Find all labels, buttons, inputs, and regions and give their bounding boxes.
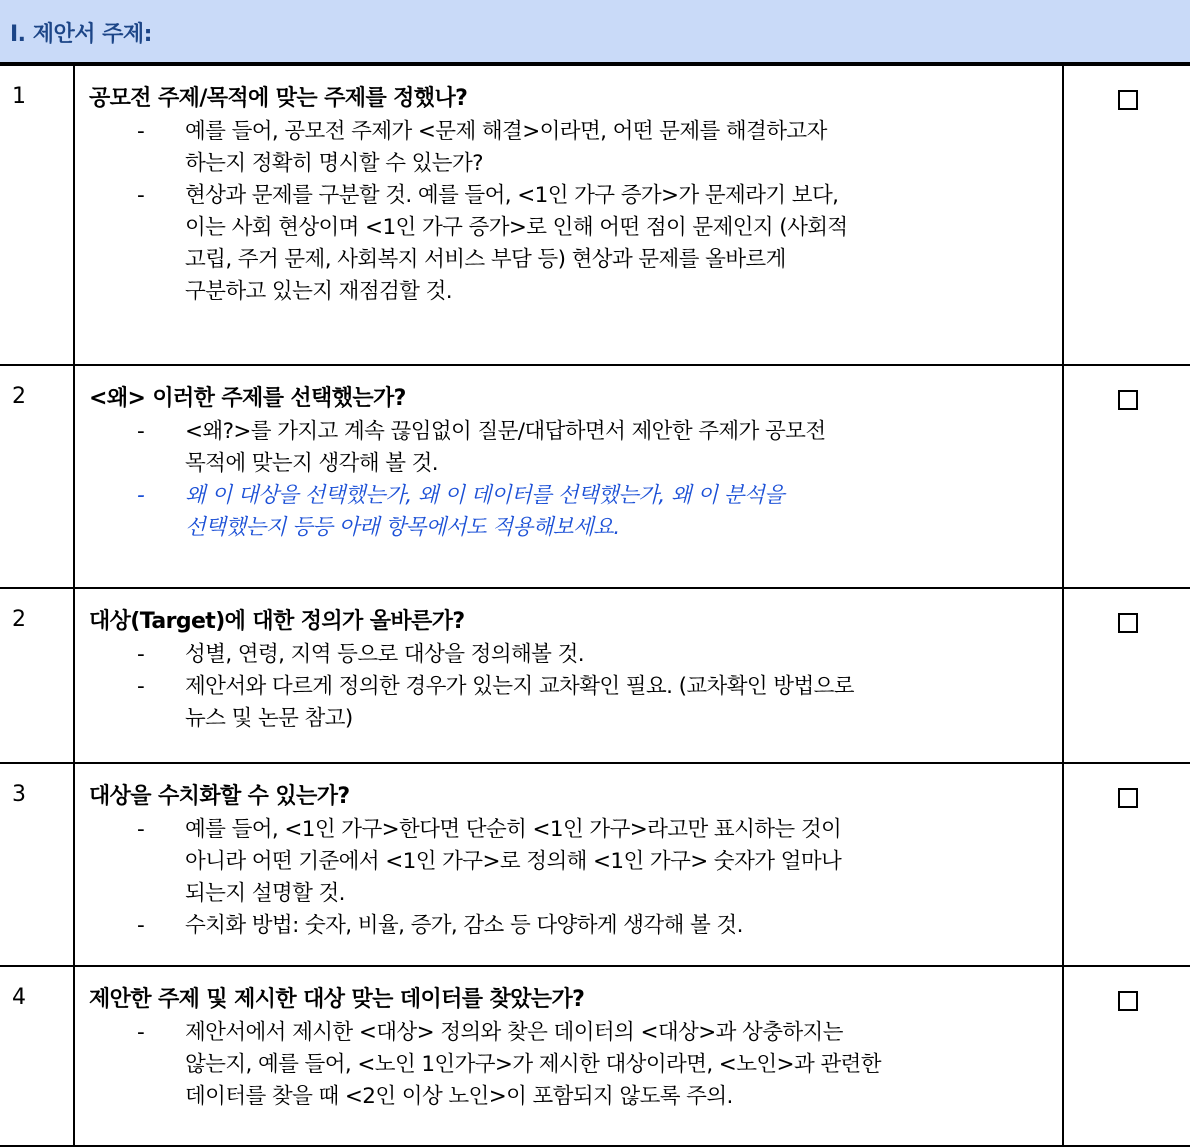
bullet-dash: - — [137, 642, 145, 667]
bullet-text: 현상과 문제를 구분할 것. 예를 들어, <1인 가구 증가>가 문제라기 보다, — [185, 183, 839, 208]
checkbox[interactable] — [1118, 613, 1138, 633]
bullet-line — [89, 846, 1052, 878]
checkbox[interactable] — [1118, 390, 1138, 410]
bullet-text: 되는지 설명할 것. — [185, 881, 345, 906]
section-title: I. 제안서 주제: — [10, 22, 152, 47]
checklist-row — [0, 763, 1190, 966]
bullet-line — [89, 480, 1052, 512]
bullet-text: 수치화 방법: 숫자, 비율, 증가, 감소 등 다양하게 생각해 볼 것. — [185, 913, 743, 938]
bullet-line — [89, 148, 1052, 180]
row-number: 1 — [0, 65, 74, 365]
checklist-table — [0, 64, 1190, 1147]
bullet-text: 구분하고 있는지 재점검할 것. — [185, 279, 452, 304]
bullet-text: 아니라 어떤 기준에서 <1인 가구>로 정의해 <1인 가구> 숫자가 얼마나 — [185, 849, 842, 874]
bullet-dash: - — [137, 817, 145, 842]
bullet-line — [89, 1049, 1052, 1081]
bullet-dash: - — [137, 419, 145, 444]
bullet-line — [89, 671, 1052, 703]
bullet-list — [89, 814, 1052, 942]
bullet-list — [89, 416, 1052, 544]
row-content — [74, 588, 1063, 763]
bullet-dash: - — [137, 913, 145, 938]
bullet-list — [89, 639, 1052, 735]
item-title: 공모전 주제/목적에 맞는 주제를 정했나? — [89, 86, 468, 111]
row-number: 4 — [0, 966, 74, 1146]
item-title: 대상(Target)에 대한 정의가 올바른가? — [89, 609, 465, 634]
row-content — [74, 763, 1063, 966]
bullet-line — [89, 814, 1052, 846]
bullet-text: 예를 들어, 공모전 주제가 <문제 해결>이라면, 어떤 문제를 해결하고자 — [185, 119, 827, 144]
checkbox[interactable] — [1118, 991, 1138, 1011]
bullet-text: 고립, 주거 문제, 사회복지 서비스 부담 등) 현상과 문제를 올바르게 — [185, 247, 786, 272]
bullet-text: 목적에 맞는지 생각해 볼 것. — [185, 451, 439, 476]
row-content — [74, 966, 1063, 1146]
row-number: 2 — [0, 588, 74, 763]
bullet-list — [89, 116, 1052, 308]
bullet-text: <왜?>를 가지고 계속 끊임없이 질문/대답하면서 제안한 주제가 공모전 — [185, 419, 826, 444]
bullet-line — [89, 448, 1052, 480]
checklist-row — [0, 365, 1190, 588]
bullet-line — [89, 512, 1052, 544]
checklist-row — [0, 65, 1190, 365]
item-title: 제안한 주제 및 제시한 대상 맞는 데이터를 찾았는가? — [89, 987, 585, 1012]
row-number: 2 — [0, 365, 74, 588]
bullet-dash: - — [137, 483, 145, 508]
row-content — [74, 65, 1063, 365]
bullet-line — [89, 1017, 1052, 1049]
checklist-rows — [0, 65, 1190, 1146]
bullet-text: 제안서에서 제시한 <대상> 정의와 찾은 데이터의 <대상>과 상충하지는 — [185, 1020, 843, 1045]
bullet-text: 성별, 연령, 지역 등으로 대상을 정의해볼 것. — [185, 642, 584, 667]
check-cell — [1063, 65, 1190, 365]
bullet-text: 하는지 정확히 명시할 수 있는가? — [185, 151, 483, 176]
row-number: 3 — [0, 763, 74, 966]
section-header — [0, 0, 1190, 64]
bullet-line — [89, 639, 1052, 671]
bullet-dash: - — [137, 119, 145, 144]
check-cell — [1063, 365, 1190, 588]
checklist-row — [0, 588, 1190, 763]
bullet-line — [89, 1081, 1052, 1113]
check-cell — [1063, 763, 1190, 966]
bullet-text: 데이터를 찾을 때 <2인 이상 노인>이 포함되지 않도록 주의. — [185, 1084, 733, 1109]
bullet-line — [89, 116, 1052, 148]
bullet-line — [89, 416, 1052, 448]
bullet-text: 않는지, 예를 들어, <노인 1인가구>가 제시한 대상이라면, <노인>과 관련한 — [185, 1052, 881, 1077]
bullet-text: 뉴스 및 논문 참고) — [185, 706, 353, 731]
checkbox[interactable] — [1118, 90, 1138, 110]
bullet-text: 왜 이 대상을 선택했는가, 왜 이 데이터를 선택했는가, 왜 이 분석을 — [185, 483, 785, 508]
bullet-line — [89, 910, 1052, 942]
bullet-dash: - — [137, 674, 145, 699]
bullet-line — [89, 180, 1052, 212]
bullet-text: 이는 사회 현상이며 <1인 가구 증가>로 인해 어떤 점이 문제인지 (사회적 — [185, 215, 848, 240]
check-cell — [1063, 966, 1190, 1146]
bullet-line — [89, 703, 1052, 735]
item-title: 대상을 수치화할 수 있는가? — [89, 784, 350, 809]
bullet-line — [89, 212, 1052, 244]
checklist-row — [0, 966, 1190, 1146]
bullet-line — [89, 244, 1052, 276]
bullet-dash: - — [137, 1020, 145, 1045]
bullet-line — [89, 276, 1052, 308]
bullet-text: 선택했는지 등등 아래 항목에서도 적용해보세요. — [185, 515, 620, 540]
check-cell — [1063, 588, 1190, 763]
checkbox[interactable] — [1118, 788, 1138, 808]
bullet-dash: - — [137, 183, 145, 208]
bullet-line — [89, 878, 1052, 910]
bullet-list — [89, 1017, 1052, 1113]
row-content — [74, 365, 1063, 588]
bullet-text: 제안서와 다르게 정의한 경우가 있는지 교차확인 필요. (교차확인 방법으로 — [185, 674, 854, 699]
item-title: <왜> 이러한 주제를 선택했는가? — [89, 386, 406, 411]
bullet-text: 예를 들어, <1인 가구>한다면 단순히 <1인 가구>라고만 표시하는 것이 — [185, 817, 842, 842]
